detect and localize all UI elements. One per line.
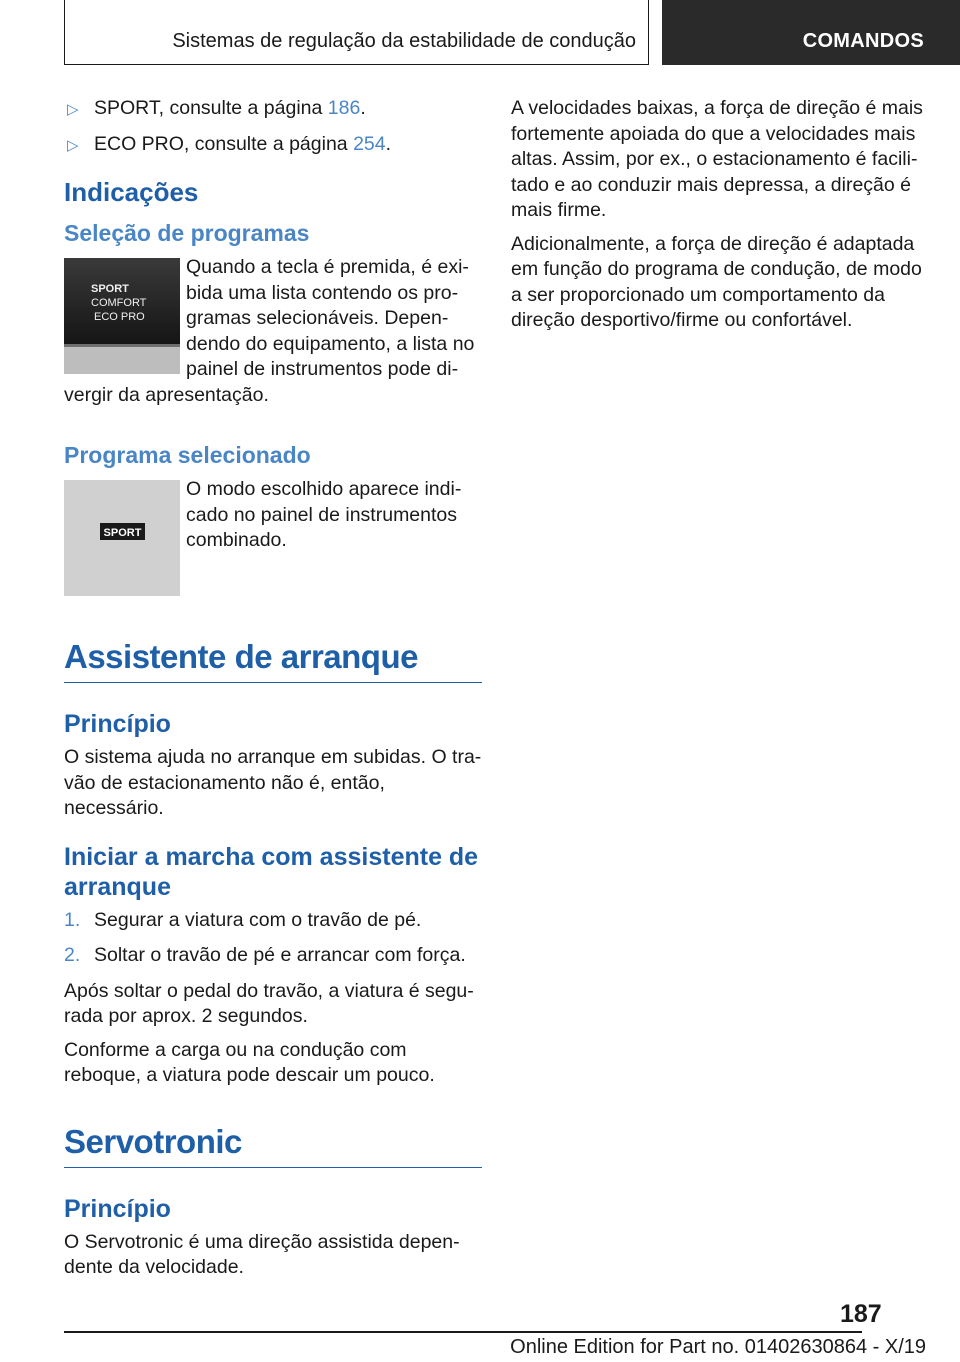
- steps-list: [64, 908, 482, 969]
- list-item: 2. Soltar o travão de pé e arrancar com força.: [64, 943, 482, 969]
- page-link[interactable]: 186: [327, 97, 361, 119]
- program-option-eco-pro: ECO PRO: [94, 311, 145, 323]
- after-steps-text-2: Conforme a carga ou na condução com reboque, a viatura pode descair um pouco.: [64, 1038, 435, 1086]
- section-title: Sistemas de regulação da estabilidade de condução: [172, 30, 636, 52]
- step-number: 1.: [64, 908, 81, 931]
- list-item: 1. Segurar a viatura com o travão de pé.: [64, 908, 482, 934]
- heading-indicacoes: Indicações: [64, 177, 199, 207]
- heading-principio: Princípio: [64, 710, 171, 738]
- selecao-block: [64, 255, 482, 416]
- page-link[interactable]: 254: [353, 132, 386, 155]
- chapter-tab[interactable]: [662, 0, 960, 65]
- reference-list: [64, 96, 482, 157]
- servotronic-principio-text: O Servotronic é uma direção assistida dependente da velocidade.: [64, 1230, 460, 1278]
- heading-selecao-programas: Seleção de programas: [64, 220, 310, 246]
- triangle-bullet-icon: ▷: [67, 136, 79, 154]
- heading-assistente-arranque: Assistente de arranque: [64, 638, 482, 683]
- footer-divider: [64, 1331, 862, 1333]
- principio-text: O sistema ajuda no arranque em subidas. O travão de estacionamento não é, então, necessário.: [64, 746, 482, 819]
- programa-text: O modo escolhido aparece indicado no painel de instrumentos combinado.: [186, 478, 462, 551]
- left-column: [64, 96, 482, 1289]
- chapter-tab-label: COMANDOS: [802, 30, 924, 52]
- after-steps-text-1: Após soltar o pedal do travão, a viatura é segurada por aprox. 2 segundos.: [64, 979, 474, 1027]
- selected-program-label: SPORT: [103, 527, 142, 539]
- heading-principio: Princípio: [64, 1194, 171, 1223]
- heading-programa-selecionado: Programa selecionado: [64, 442, 311, 468]
- programa-block: [64, 477, 482, 596]
- heading-servotronic: Servotronic: [64, 1123, 482, 1168]
- step-number: 2.: [64, 944, 81, 966]
- selecao-text: Quando a tecla é premida, é exibida uma lista contendo os programas selecionáveis. Dependendo do equipamento, a lista no painel de instrumentos pode divergir da apresentação.: [64, 256, 475, 406]
- program-option-comfort: COMFORT: [91, 297, 147, 309]
- selected-program-image: [64, 480, 180, 596]
- right-column: [511, 96, 926, 342]
- header-section-box: [64, 0, 649, 65]
- edition-text: Online Edition for Part no. 01402630864 - X/19: [510, 1336, 926, 1358]
- page-number: 187: [840, 1300, 882, 1328]
- heading-iniciar-marcha: Iniciar a marcha com assistente de arranque: [64, 842, 479, 901]
- program-option-sport: SPORT: [91, 283, 129, 295]
- servotronic-para-1: A velocidades baixas, a força de direção é mais fortemente apoiada do que a velocidades mais altas. Assim, por ex., o estacionamento é facilitado e ao conduzir mais depressa, a direção é mais firme.: [511, 97, 923, 221]
- list-item: ▷ ECO PRO, consulte a página 254.: [64, 132, 482, 158]
- servotronic-para-2: Adicionalmente, a força de direção é adaptada em função do programa de condução, de modo a ser proporcionado um comportamento da direção desportivo/firme ou confortável.: [511, 232, 922, 331]
- triangle-bullet-icon: ▷: [67, 101, 79, 118]
- program-list-image: [64, 258, 180, 374]
- list-item: ▷ SPORT, consulte a página 186.: [64, 96, 482, 122]
